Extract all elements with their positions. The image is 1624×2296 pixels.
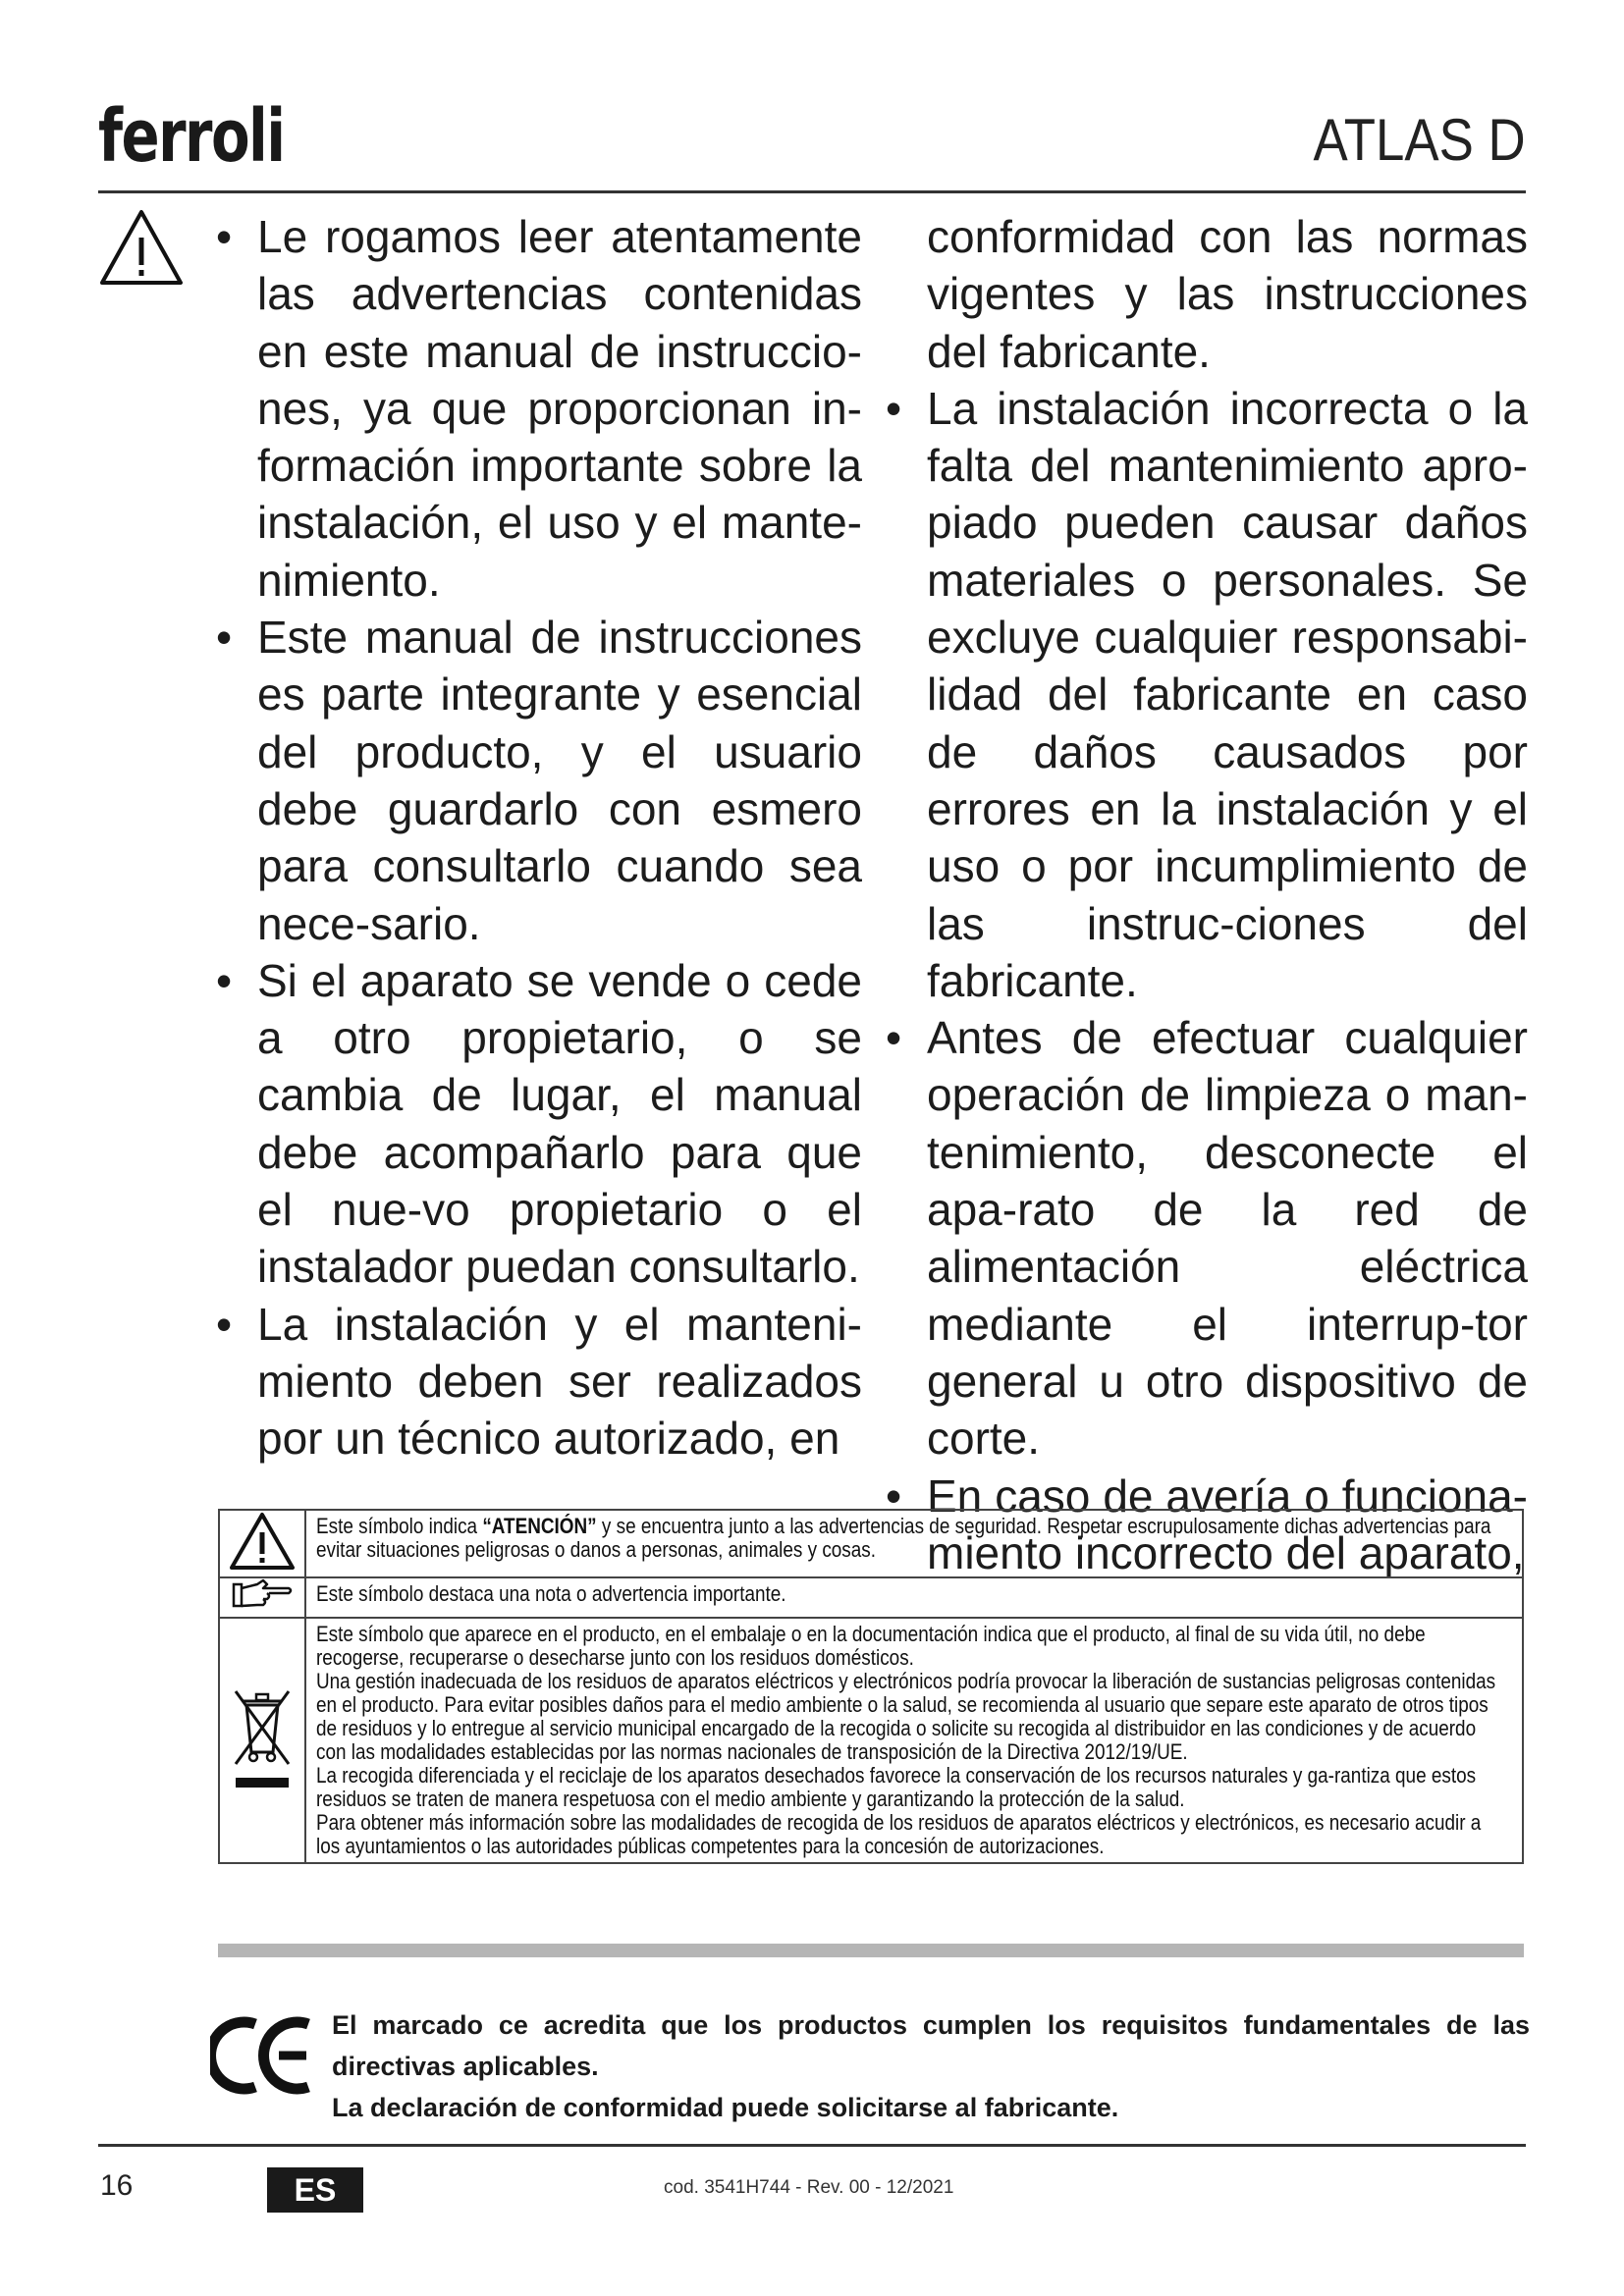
footer-divider <box>98 2144 1526 2147</box>
warnings-left-column <box>214 208 862 1468</box>
attention-description: Este símbolo indica “ATENCIÓN” y se encuentra junto a las advertencias de seguridad. Respetar escrupulosamente dichas advertencias para evitar situaciones peligrosas o danos a personas, animales y cosas. <box>305 1510 1523 1577</box>
table-row <box>219 1510 1523 1577</box>
warning-continuation: conformidad con las normas vigentes y las instrucciones del fabricante. <box>927 211 1528 377</box>
warning-item: • Antes de efectuar cualquier operación de limpieza o man-tenimiento, desconecte el apa-rato de la red de alimentación eléctrica mediante el interrup-tor general u otro dispositivo de corte. <box>886 1012 1528 1465</box>
page-number: 16 <box>100 2169 134 2202</box>
ce-declaration: El marcado ce acredita que los productos cumplen los requisitos fundamentales de las directivas aplicables. La declaración de conformidad puede solicitarse al fabricante. <box>332 2010 1530 2122</box>
language-badge: ES <box>267 2167 363 2213</box>
table-row <box>219 1577 1523 1618</box>
weee-icon-cell <box>219 1618 305 1863</box>
attention-triangle-icon <box>228 1511 297 1572</box>
symbols-table <box>218 1509 1524 1864</box>
warning-item: • Si el aparato se vende o cede a otro propietario, o se cambia de lugar, el manual debe acompañarlo para que el nue-vo propietario o el instalador puedan consultarlo. <box>216 954 862 1293</box>
attention-icon-cell <box>219 1510 305 1577</box>
note-description: Este símbolo destaca una nota o advertencia importante. <box>305 1577 1523 1618</box>
crossed-out-bin-icon <box>230 1680 295 1797</box>
document-code: cod. 3541H744 - Rev. 00 - 12/2021 <box>664 2177 954 2198</box>
brand-logo: ferroli <box>98 94 285 179</box>
warnings-right-column <box>884 208 1528 1581</box>
warning-item: • En caso de avería o funciona-miento incorrecto del aparato, <box>886 1469 1528 1578</box>
header-divider <box>98 190 1526 193</box>
section-divider-bar <box>218 1944 1524 1957</box>
warning-item: • La instalación incorrecta o la falta del mantenimiento apro-piado pueden causar daños materiales o personales. Se excluye cualquier responsabi-lidad del fabricante en caso de daños causados por errores en la instalación y el uso o por incumplimiento de las instruc-ciones del fabricante. <box>886 382 1528 1006</box>
table-row <box>219 1618 1523 1863</box>
model-title: ATLAS D <box>1313 107 1526 173</box>
warning-triangle-icon <box>98 208 185 287</box>
note-icon-cell <box>219 1577 305 1618</box>
warning-item: • Este manual de instrucciones es parte integrante y esencial del producto, y el usuario debe guardarlo con esmero para consultarlo cuando sea nece-sario. <box>216 612 862 949</box>
pointing-hand-icon <box>228 1578 297 1612</box>
ce-mark-icon <box>210 2014 318 2097</box>
weee-description: Este símbolo que aparece en el producto, en el embalaje o en la documentación indica que el producto, al final de su vida útil, no debe recogerse, recuperarse o desecharse junto con los residuos domésticos. Una gestión inadecuada de los residuos de aparatos eléctricos y electrónicos podría provocar la liberación de sustancias peligrosas contenidas en el producto. Para evitar posibles daños para el medio ambiente o la salud, se recomienda al usuario que separe este aparato de otros tipos de residuos y lo entregue al servicio municipal encargado de la recogida o solicite su recogida al distribuidor en las condiciones y de acuerdo con las modalidades establecidas por las normas nacionales de transposición de la Directiva 2012/19/UE. La recogida diferenciada y el reciclaje de los aparatos desechados favorece la conservación de los recursos naturales y ga-rantiza que estos residuos se traten de manera respetuosa con el medio ambiente y garantizando la protección de la salud. Para obtener más información sobre las modalidades de recogida de los residuos de aparatos eléctricos y electrónicos, es necesario acudir a los ayuntamientos o las autoridades públicas competentes para la concesión de autorizaciones. <box>305 1618 1523 1863</box>
warning-item: • La instalación y el manteni-miento deben ser realizados por un técnico autorizado, en <box>216 1298 862 1465</box>
warning-item: • Le rogamos leer atentamente las advertencias contenidas en este manual de instruccio-nes, ya que proporcionan in-formación importante sobre la instalación, el uso y el mante-nimiento. <box>216 211 862 606</box>
